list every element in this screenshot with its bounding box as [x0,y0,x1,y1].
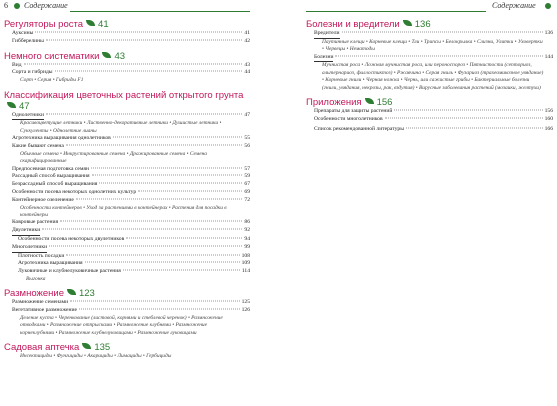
dot-leader [85,262,240,263]
subtopic-list: Инсектициды • Фунгициды • Акарициды • Лимациды • Гербициды [20,353,172,360]
dot-leader [70,301,239,302]
entry-title: Предпосевная подготовка семян [12,165,89,172]
toc-entry[interactable] [306,108,553,116]
toc-entry[interactable] [4,197,250,205]
section-page-number: 47 [19,100,30,112]
entry-page-number: 42 [244,37,250,44]
entry-title: Гибберелины [12,37,44,44]
entry-title: Контейнерное озеленение [12,196,74,203]
page-number-left: 6 [4,1,8,10]
section-title: Немного систематики [4,50,100,62]
entry-title: Ауксины [12,30,34,36]
section-page-number: 43 [114,50,126,62]
leaf-icon [82,343,91,349]
subtopic-list: Сорт • Серия • Гибриды F1 [20,77,84,84]
subtopic-list: Красивоцветущие летники • Лиственно-декоративные летники • Душистые летники • Суккуленты • Однолетние лианы [20,120,222,134]
entry-page-number: 109 [241,260,250,267]
entry-page-number: 125 [241,299,250,306]
dot-leader [46,113,242,114]
section-page-number: 156 [376,97,393,109]
entry-page-number: 156 [544,108,553,115]
entry-title: Безрассадный способ выращивания [12,181,98,188]
subtopic-list: Мучнистая роса • Ложная мучнистая роса, или пероноспороз • Пятнистости (септориоз, альтернариоз, филлостиктоз) • Ржавчина • Серая гниль • Фузариоз (трахеомикозное увядание) • Корневые гнили • Черная ножка • Чернь, или сажистые грибы • Бактериальные болезни (гнили, увядания, некрозы, рак, вздутия) • Вирусные заболевания растений (мозаики, желтухи) [322,62,544,91]
subtopic-list: Особенности контейнеров • Уход за растениями в контейнерах • Растения для посадки в контейнеры [20,204,227,218]
section-heading[interactable] [306,19,553,30]
section-heading[interactable] [4,51,250,62]
dot-leader [46,39,242,40]
entry-page-number: 67 [244,181,250,188]
subtopic-list: Выгонка [26,275,46,282]
entry-title: Луковичные и клубнелуковичные растения [18,268,121,275]
entry-page-number: 47 [244,111,250,118]
entry-page-number: 44 [244,69,250,76]
dot-leader [91,167,242,168]
dot-leader [99,183,242,184]
leaf-icon [102,52,111,58]
entry-title: Агротехника выращивания однолетников [12,135,111,142]
entry-title: Список рекомендованной литературы [314,125,404,132]
entry-title: Особенности посева некоторых однолетних культур [12,189,137,195]
section-title: Размножение [4,288,64,300]
toc-entry[interactable] [4,244,250,253]
entry-page-number: 43 [244,61,250,68]
dot-leader [60,221,242,222]
section-heading[interactable] [306,97,553,108]
running-head-left: Содержание [24,1,68,10]
dot-leader [123,270,240,271]
entry-page-number: 57 [244,165,250,172]
entry-title: Рассадный способ выращивания [12,173,90,180]
section-page-number: 135 [94,342,111,354]
entry-title: Какие бывают семена [12,143,64,149]
leaf-icon [403,20,412,26]
entry-page-number: 136 [544,30,553,36]
section-heading[interactable] [4,288,250,299]
dot-leader [24,63,243,64]
toc-entry[interactable] [4,227,250,236]
entry-title: Болезни [314,54,333,63]
section-page-number: 123 [78,288,95,300]
toc-entry[interactable] [306,30,553,39]
entry-title: Ковровые растения [12,219,59,226]
left-page [4,14,250,404]
toc-entry[interactable] [306,126,553,134]
dot-leader [385,117,543,118]
dot-leader [113,137,243,138]
entry-page-number: 126 [241,307,250,314]
dot-leader [35,32,242,33]
dot-leader [342,32,543,33]
toc-entry[interactable] [306,116,553,124]
entry-title: Особенности многолетников [314,115,383,122]
dot-leader [335,55,542,56]
section-title: Регуляторы роста [4,19,84,30]
section-title: Садовая аптечка [4,342,80,354]
dot-leader [126,238,242,239]
entry-title: Однолетники [12,112,44,121]
subtopic-list: Обычные семена • Инкрустированные семена • Дражированные семена • Семена скарифицированные [20,150,207,165]
header-rule-left [70,11,250,12]
toc-entry[interactable] [4,38,250,46]
entry-title: Многолетники [12,244,47,253]
entry-page-number: 166 [544,125,553,132]
entry-page-number: 69 [244,189,250,195]
entry-page-number: 99 [244,243,250,250]
entry-title: Вид [12,61,22,68]
subtopic-list: Паутинные клещи • Корневые клещи • Тли • Трипсы • Белокрылка • Слизни, Улитки • Уховертки • Червецы • Нематоды [322,38,543,53]
dot-leader [49,245,242,246]
section-title: Классификация цветочных растений открытого грунта [4,89,244,101]
entry-title: Размножение семенами [12,299,69,306]
section-title: Болезни и вредители [306,19,400,30]
toc-entry[interactable] [4,30,250,38]
leaf-icon [67,289,76,295]
toc-entry[interactable] [4,253,250,261]
entry-title: Препараты для защиты растений [314,108,393,115]
dot-leader [79,309,240,310]
section-heading[interactable] [4,342,250,353]
dot-leader [406,127,543,128]
dot-leader [66,145,243,146]
entry-page-number: 72 [244,196,250,203]
top-bar [0,0,557,12]
section-heading[interactable] [4,19,250,30]
dot-leader [92,175,243,176]
entry-page-number: 144 [544,53,553,60]
toc-entry[interactable] [4,268,250,276]
running-head-right: Содержание [492,1,536,10]
entry-title: Особенности посева некоторых двулетников [18,236,125,242]
dot-leader [55,71,243,72]
toc-entry[interactable] [4,219,250,227]
entry-page-number: 59 [244,173,250,180]
toc-entry[interactable] [4,189,250,197]
entry-page-number: 92 [244,227,250,234]
toc-entry[interactable] [4,135,250,143]
entry-title: Двулетники [12,227,40,236]
dot-icon [14,3,20,9]
toc-entry[interactable] [4,307,250,315]
dot-leader [66,254,239,255]
toc-entry[interactable] [4,236,250,244]
leaf-icon [365,98,374,104]
entry-page-number: 160 [544,115,553,122]
dot-leader [76,198,243,199]
entry-title: Агротехника выращивания [18,260,83,267]
dot-leader [394,110,542,111]
section-page-number: 41 [98,19,109,30]
entry-page-number: 56 [244,143,250,149]
dot-leader [138,191,242,192]
entry-page-number: 41 [244,30,250,36]
header-rule-right [306,11,486,12]
entry-title: Вредители [314,30,340,39]
entry-page-number: 114 [241,268,250,275]
section-heading[interactable] [4,90,250,112]
toc-entry[interactable] [4,143,250,151]
subtopic-list: Деление куста • Черенкование (листовой, корнями и стеблевой черенок) • Размножение отводками • Размножение отпрысками • Размножение клубнями • Размножение корнеклубнями • Размножение клубнелуковицами • Размножение луковицами [20,314,223,336]
entry-title: Плотность посадки [18,252,65,259]
entry-page-number: 94 [244,236,250,242]
dot-leader [42,229,242,230]
entry-page-number: 55 [244,135,250,142]
entry-title: Сорта и гибриды [12,69,53,76]
entry-page-number: 86 [244,219,250,226]
dot-icon [545,3,551,9]
entry-page-number: 108 [241,252,250,259]
section-page-number: 136 [414,19,431,30]
entry-title: Вегетативное размножение [12,307,77,314]
leaf-icon [86,20,95,26]
toc-entry[interactable] [4,181,250,189]
section-title: Приложения [306,97,362,109]
right-page [306,14,553,404]
toc-entry[interactable] [4,299,250,307]
leaf-icon [7,102,16,108]
